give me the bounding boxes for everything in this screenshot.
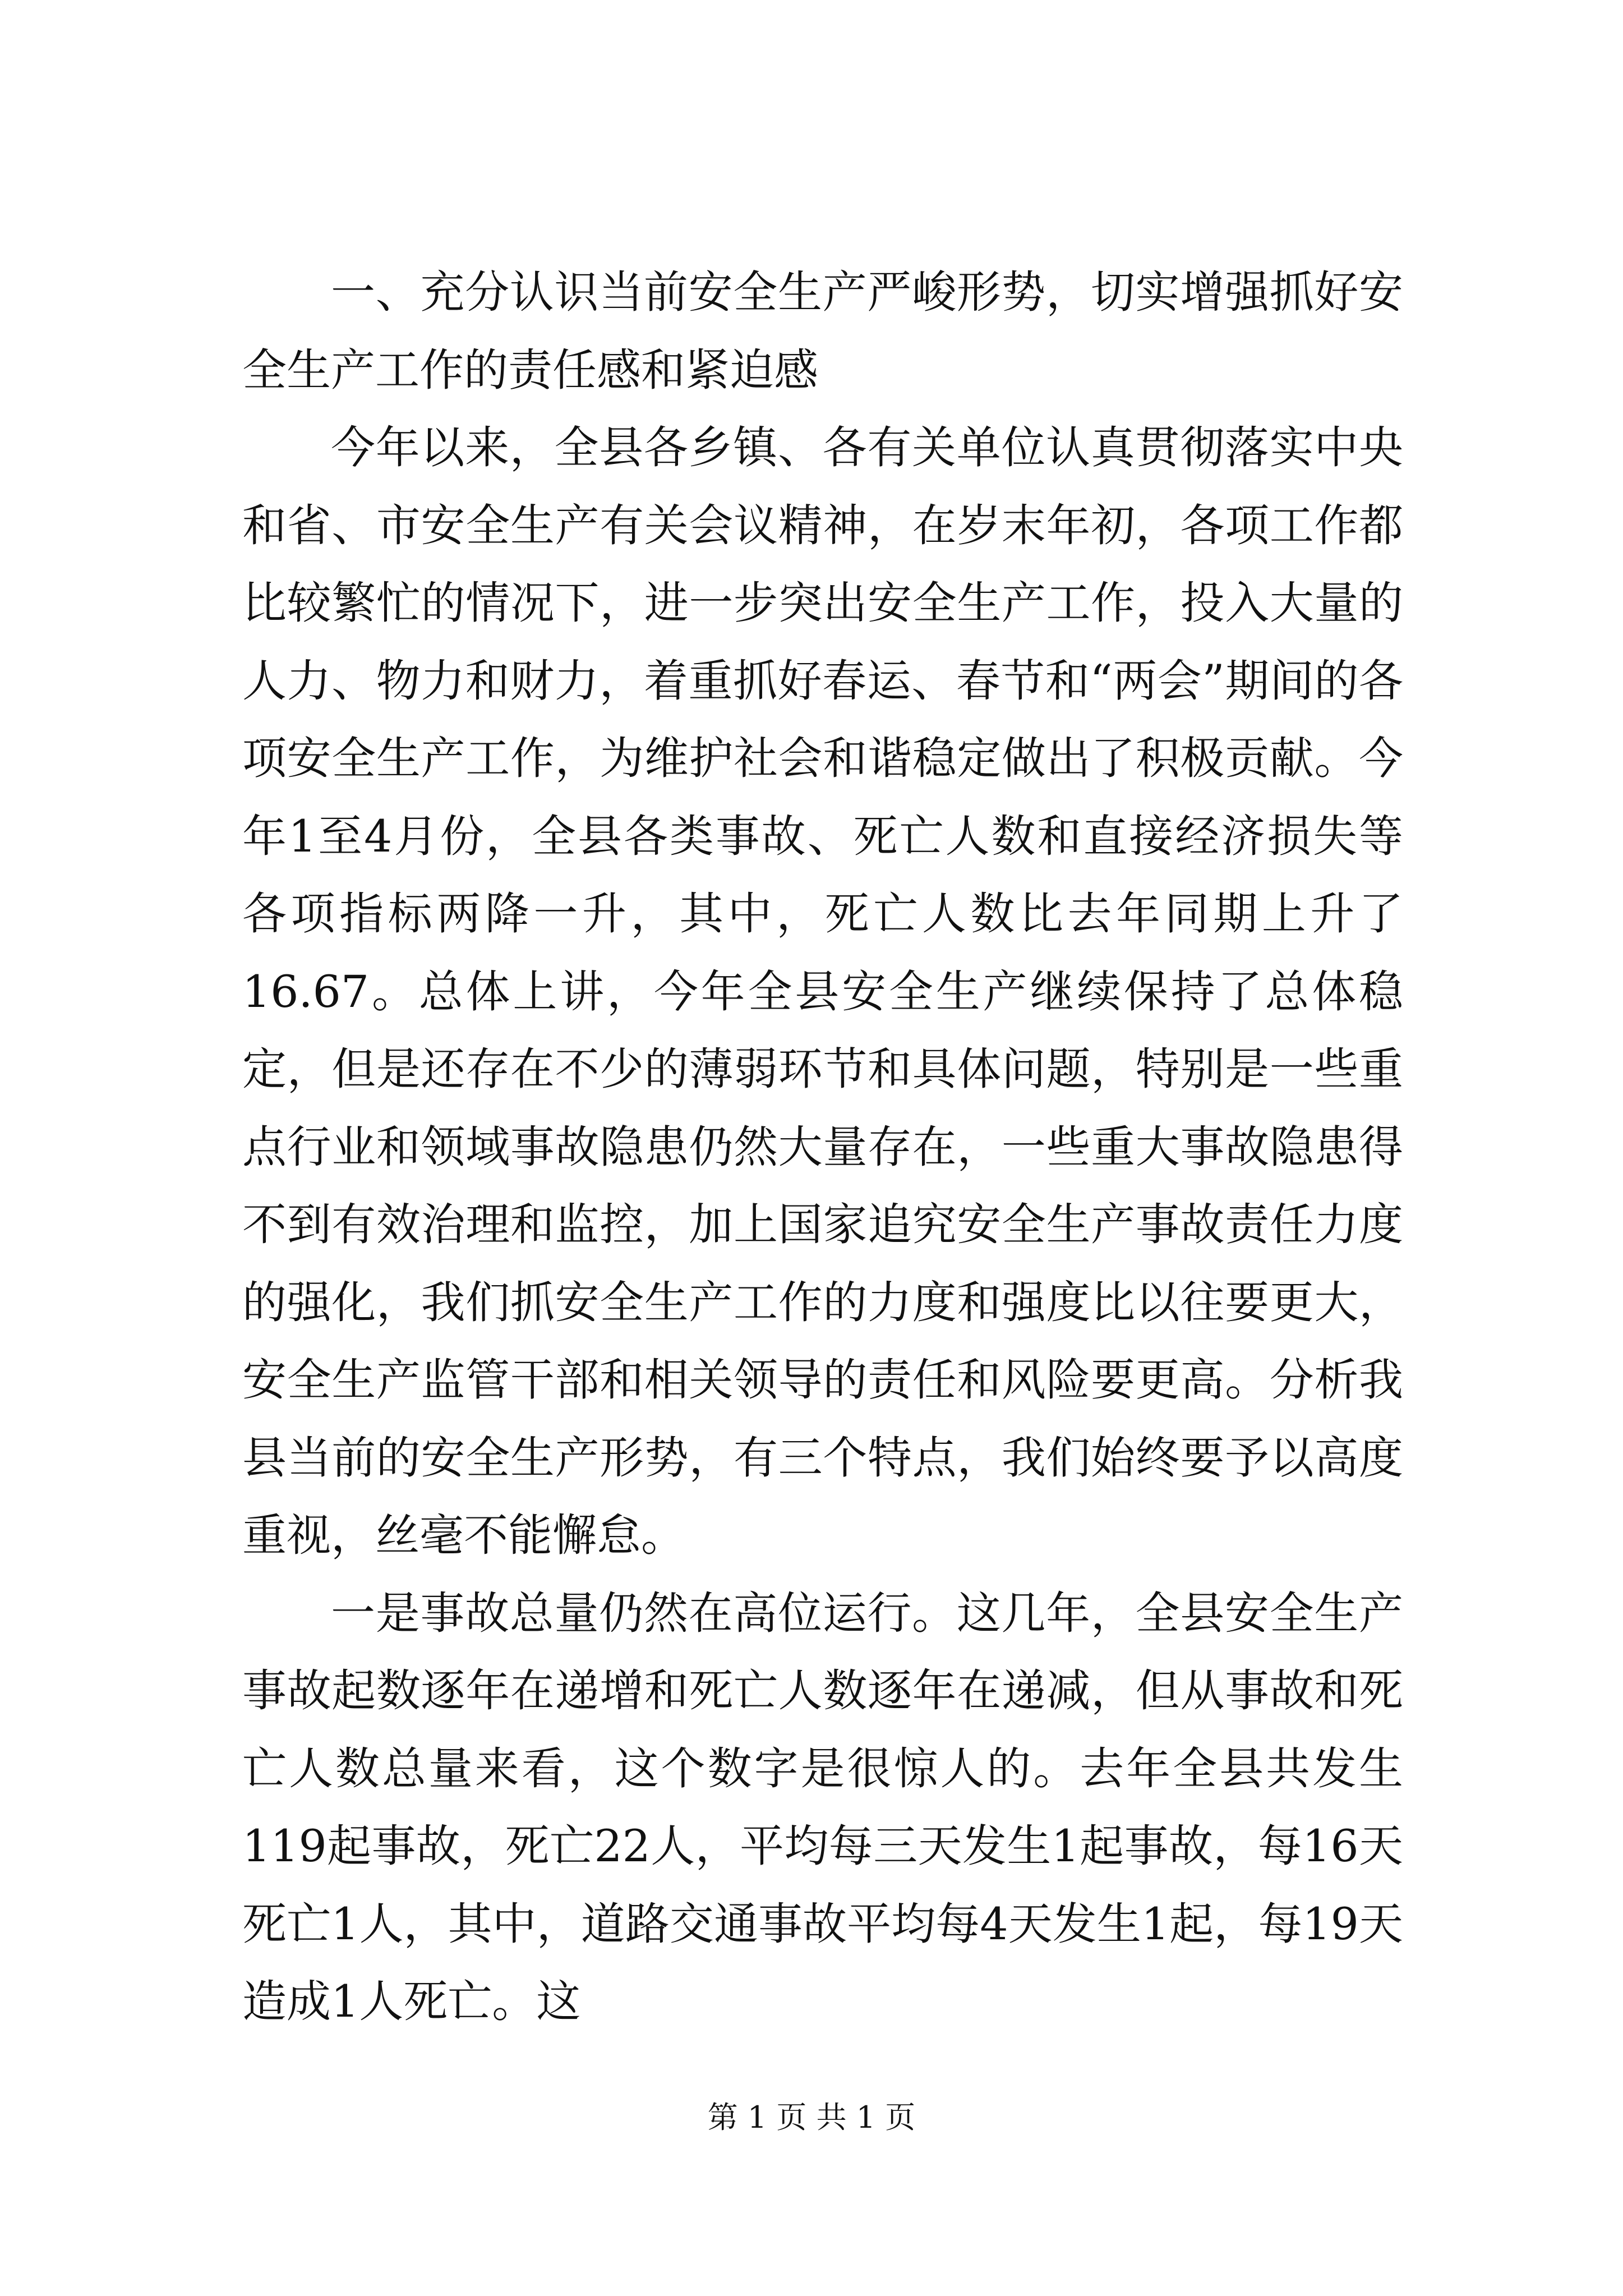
body-paragraph: 今年以来，全县各乡镇、各有关单位认真贯彻落实中央和省、市安全生产有关会议精神，在岁末年初，各项工作都比较繁忙的情况下，进一步突出安全生产工作，投入大量的人力、物力和财力，着重抓好春运、春节和“两会”期间的各项安全生产工作，为维护社会和谐稳定做出了积极贡献。今年1至4月份，全县各类事故、死亡人数和直接经济损失等各项指标两降一升，其中，死亡人数比去年同期上升了16.67。总体上讲，今年全县安全生产继续保持了总体稳定，但是还存在不少的薄弱环节和具体问题，特别是一些重点行业和领域事故隐患仍然大量存在，一些重大事故隐患得不到有效治理和监控，加上国家追究安全生产事故责任力度的强化，我们抓安全生产工作的力度和强度比以往要更大，安全生产监管干部和相关领导的责任和风险要更高。分析我县当前的安全生产形势，有三个特点，我们始终要予以高度重视，丝毫不能懈怠。	[242, 422, 1403, 1561]
body-paragraph: 一是事故总量仍然在高位运行。这几年，全县安全生产事故起数逐年在递增和死亡人数逐年在递减，但从事故和死亡人数总量来看，这个数字是很惊人的。去年全县共发生119起事故，死亡22人，平均每三天发生1起事故，每16天死亡1人，其中，道路交通事故平均每4天发生1起，每19天造成1人死亡。这	[242, 1587, 1403, 2027]
section-heading: 一、充分认识当前安全生产严峻形势，切实增强抓好安全生产工作的责任感和紧迫感	[242, 266, 1403, 396]
page-footer: 第 1 页 共 1 页	[707, 2100, 916, 2135]
document-body	[242, 254, 1403, 2041]
